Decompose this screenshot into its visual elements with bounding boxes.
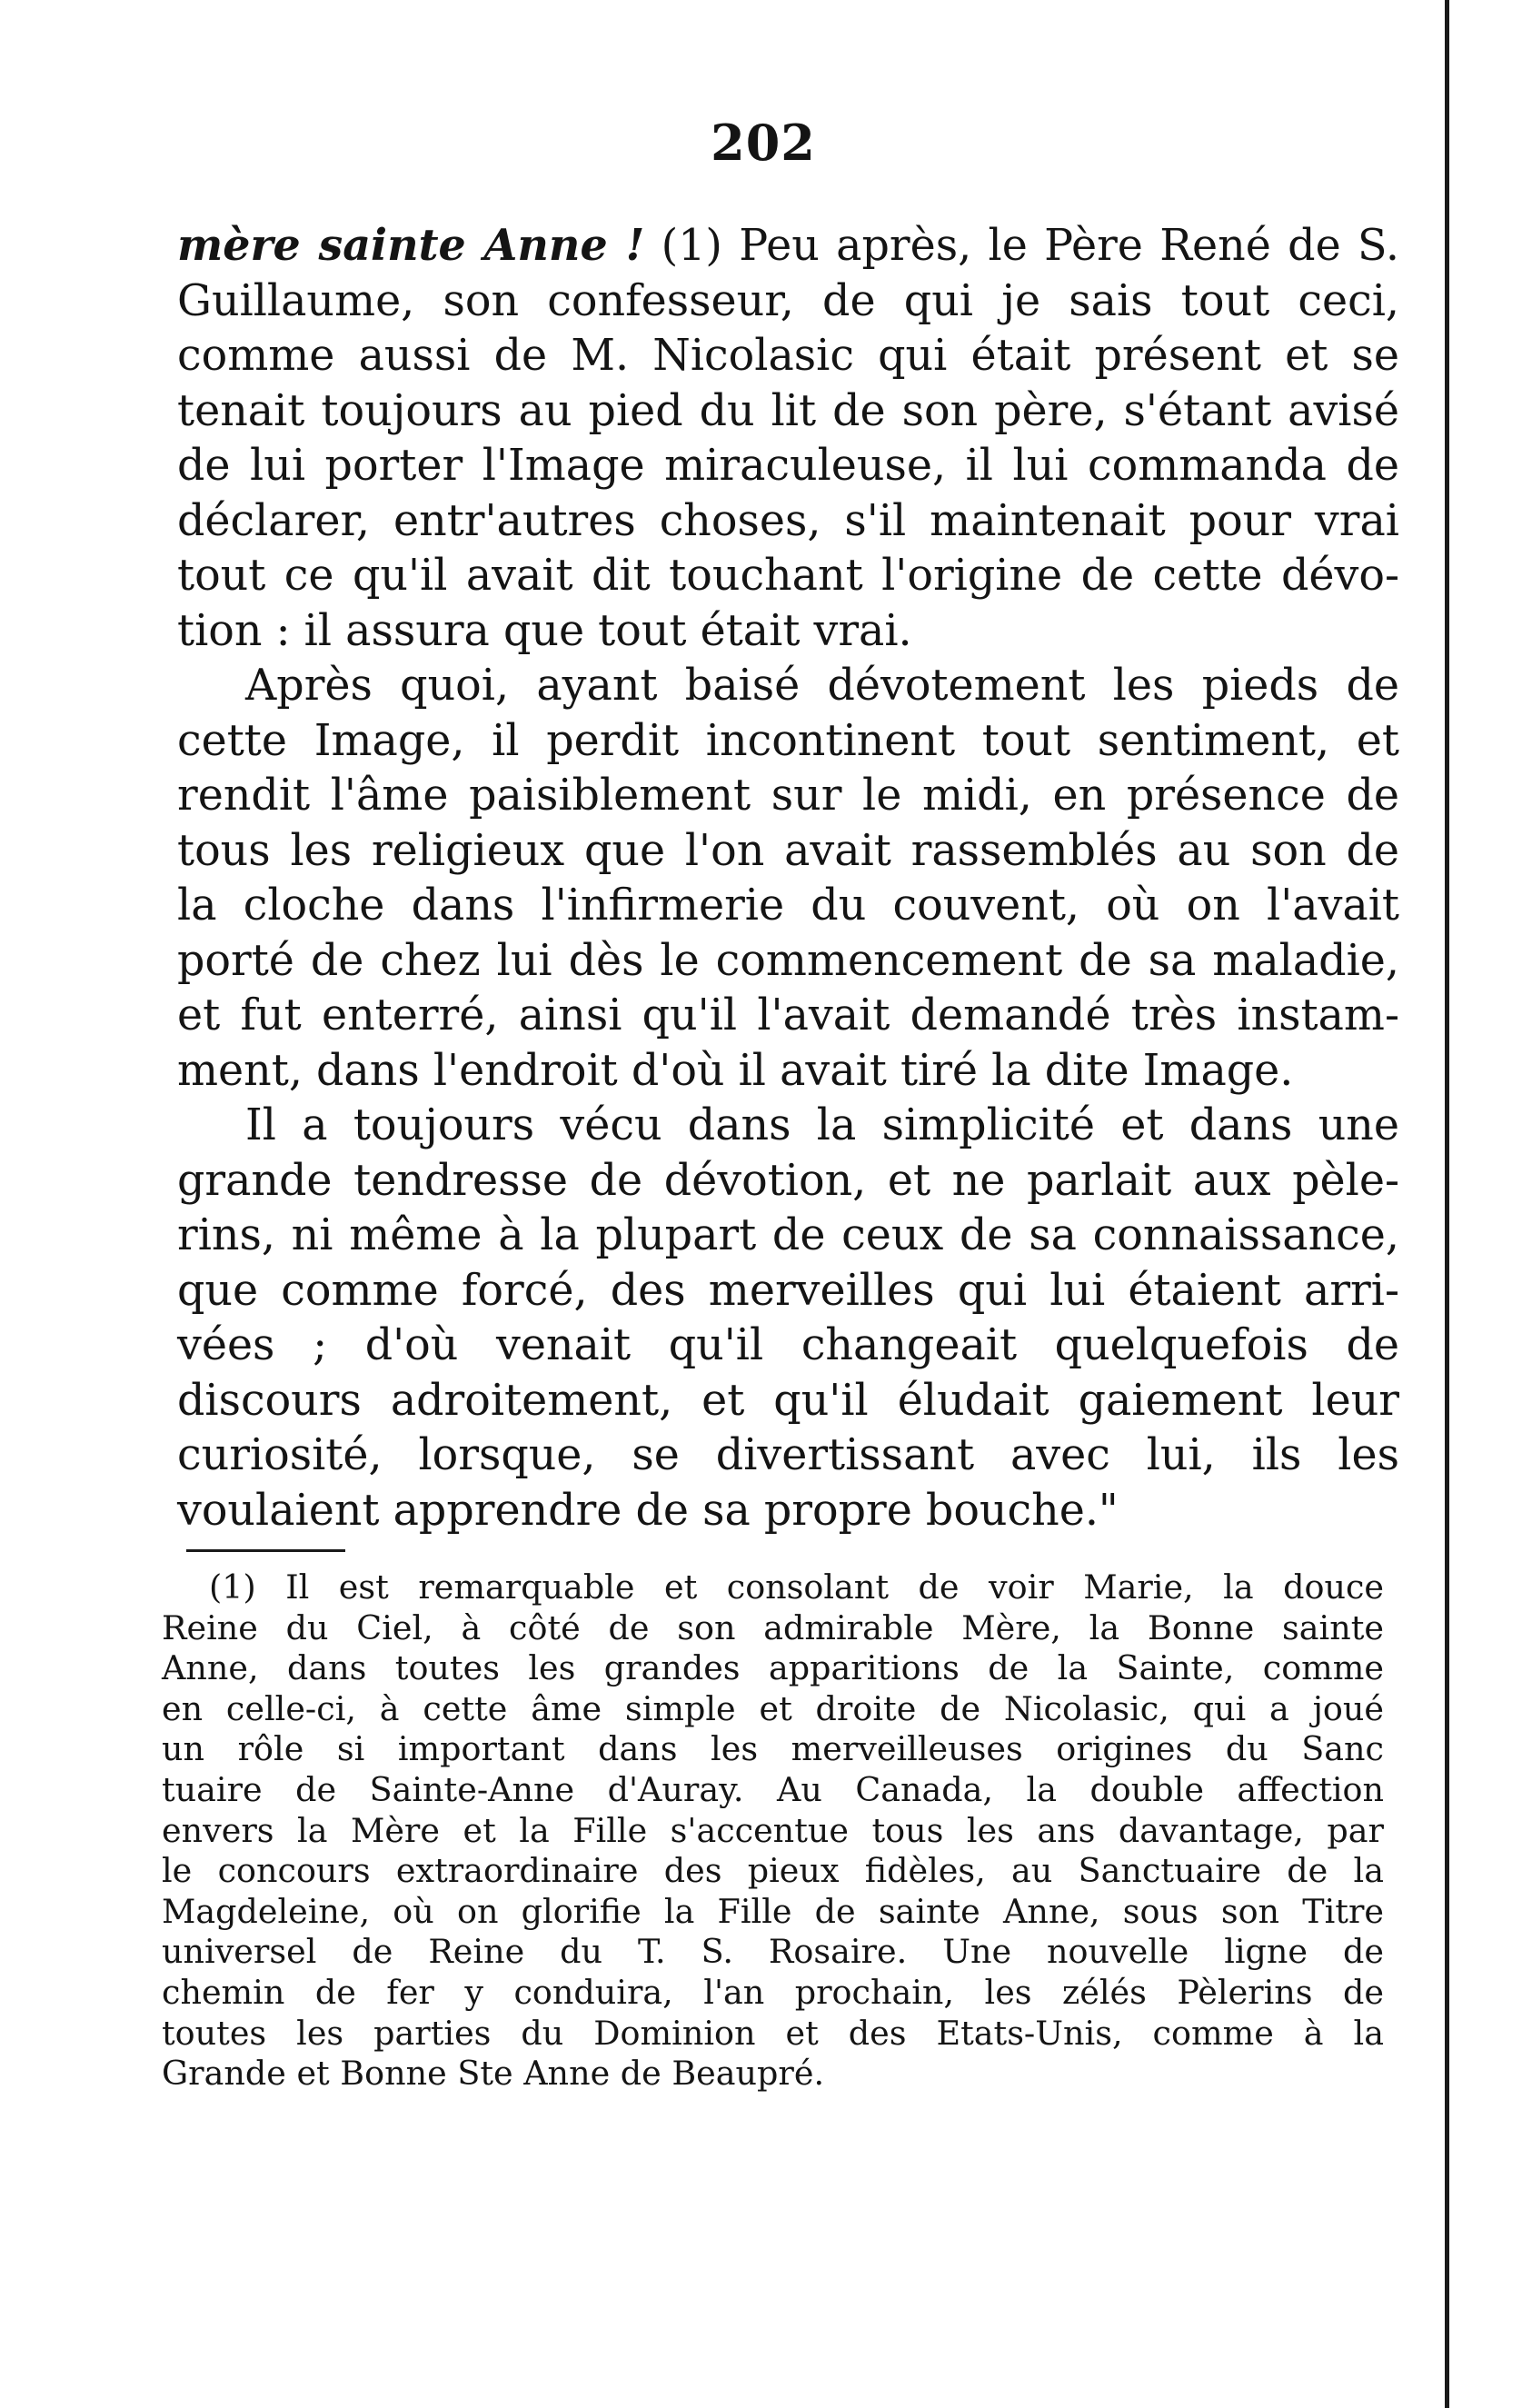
- text-line: mère sainte Anne ! (1) Peu après, le Père René de S.: [177, 220, 1399, 271]
- footnote-line: Grande et Bonne Ste Anne de Beaupré.: [162, 2054, 825, 2094]
- footnote: [162, 1567, 1384, 2095]
- text-line: de lui porter l'Image miraculeuse, il lui commanda de: [177, 441, 1399, 491]
- text-line: tous les religieux que l'on avait rassemblés au son de: [177, 825, 1399, 876]
- footnote-line: Reine du Ciel, à côté de son admirable Mère, la Bonne sainte: [162, 1607, 1384, 1647]
- text-line: rins, ni même à la plupart de ceux de sa connaissance,: [177, 1210, 1399, 1260]
- footnote-line: un rôle si important dans les merveilleuses origines du Sanc: [162, 1729, 1384, 1769]
- footnote-line: universel de Reine du T. S. Rosaire. Une nouvelle ligne de: [162, 1932, 1384, 1972]
- footnote-line: tuaire de Sainte-Anne d'Auray. Au Canada, la double affection: [162, 1769, 1384, 1809]
- text-line: grande tendresse de dévotion, et ne parlait aux pèle-: [177, 1155, 1399, 1206]
- text-line: tion : il assura que tout était vrai.: [177, 605, 912, 656]
- text-line: rendit l'âme paisiblement sur le midi, en présence de: [177, 771, 1399, 821]
- page-edge-rule: [1445, 0, 1449, 2408]
- text-line: déclarer, entr'autres choses, s'il maintenait pour vrai: [177, 495, 1399, 546]
- text-line: porté de chez lui dès le commencement de sa maladie,: [177, 935, 1399, 986]
- paragraph-3: [177, 1099, 1399, 1538]
- footnote-separator: [186, 1549, 345, 1552]
- lead-phrase: mère sainte Anne !: [177, 220, 645, 271]
- text-line: comme aussi de M. Nicolasic qui était présent et se: [177, 331, 1399, 381]
- page-number: 202: [711, 114, 816, 172]
- text-line: curiosité, lorsque, se divertissant avec lui, ils les: [177, 1430, 1399, 1480]
- text-line: ment, dans l'endroit d'où il avait tiré la dite Image.: [177, 1045, 1294, 1096]
- text-line: Après quoi, ayant baisé dévotement les pieds de: [245, 661, 1399, 711]
- footnote-line: Anne, dans toutes les grandes apparitions de la Sainte, comme: [162, 1648, 1384, 1688]
- footnote-line: le concours extraordinaire des pieux fidèles, au Sanctuaire de la: [162, 1851, 1384, 1891]
- footnote-line: en celle-ci, à cette âme simple et droite de Nicolasic, qui a joué: [162, 1688, 1384, 1728]
- paragraph-1: [177, 218, 1399, 659]
- text-line: cette Image, il perdit incontinent tout sentiment, et: [177, 715, 1399, 766]
- footnote-line: Magdeleine, où on glorifie la Fille de sainte Anne, sous son Titre: [162, 1891, 1384, 1931]
- paragraph-2: [177, 659, 1399, 1099]
- text-line: tenait toujours au pied du lit de son père, s'étant avisé: [177, 385, 1399, 436]
- text-line: tout ce qu'il avait dit touchant l'origine de cette dévo-: [177, 551, 1399, 601]
- text-line: vées ; d'où venait qu'il changeait quelquefois de: [177, 1320, 1399, 1370]
- footnote-line: chemin de fer y conduira, l'an prochain, les zélés Pèlerins de: [162, 1972, 1384, 2012]
- text-line: discours adroitement, et qu'il éludait gaiement leur: [177, 1375, 1399, 1426]
- footnote-line: envers la Mère et la Fille s'accentue tous les ans davantage, par: [162, 1810, 1384, 1850]
- footnote-line: toutes les parties du Dominion et des Etats-Unis, comme à la: [162, 2013, 1384, 2053]
- text-line: Guillaume, son confesseur, de qui je sais tout ceci,: [177, 275, 1399, 326]
- main-text: [177, 218, 1399, 1538]
- text-line: et fut enterré, ainsi qu'il l'avait demandé très instam-: [177, 990, 1399, 1040]
- text-line: Il a toujours vécu dans la simplicité et dans une: [245, 1100, 1399, 1150]
- footnote-line: (1) Il est remarquable et consolant de voir Marie, la douce: [209, 1567, 1384, 1607]
- text-line: que comme forcé, des merveilles qui lui étaient arri-: [177, 1265, 1399, 1316]
- text-line: la cloche dans l'infirmerie du couvent, où on l'avait: [177, 881, 1399, 930]
- text-line: voulaient apprendre de sa propre bouche.": [177, 1485, 1119, 1536]
